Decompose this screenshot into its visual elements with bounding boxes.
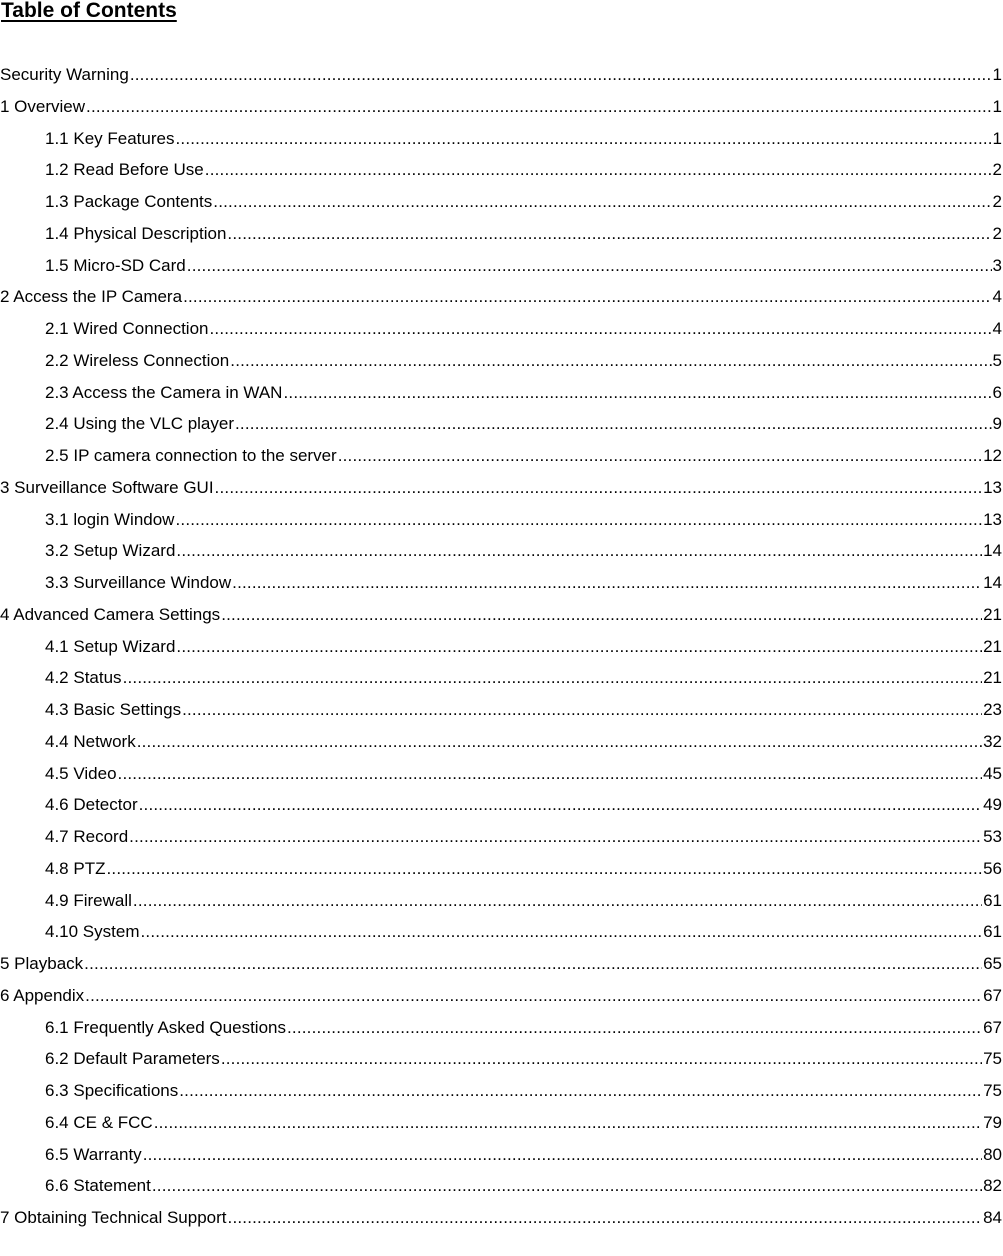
- toc-entry-label: 6.1 Frequently Asked Questions: [45, 1017, 286, 1037]
- toc-dot-leader: [175, 504, 982, 536]
- toc-entry-label: 3.2 Setup Wizard: [45, 541, 176, 561]
- toc-entry-page-number: 75: [983, 1049, 1002, 1069]
- toc-entry-page-number: 65: [983, 954, 1002, 973]
- toc-entry-page-number: 13: [983, 509, 1002, 529]
- toc-entry-page-number: 1: [992, 96, 1002, 116]
- toc-entry[interactable]: [0, 567, 1002, 599]
- toc-entry-label: 2.2 Wireless Connection: [45, 350, 230, 370]
- toc-entry-label: 1.3 Package Contents: [45, 192, 213, 211]
- toc-entry[interactable]: [0, 218, 1002, 250]
- toc-entry-page-number: 23: [983, 700, 1002, 719]
- toc-dot-leader: [86, 91, 992, 123]
- toc-entry[interactable]: [0, 154, 1002, 186]
- toc-entry[interactable]: [0, 694, 1002, 726]
- toc-dot-leader: [283, 377, 991, 409]
- toc-entry-page-number: 1: [992, 65, 1002, 84]
- toc-dot-leader: [175, 123, 991, 155]
- toc-dot-leader: [215, 472, 983, 504]
- toc-entry-page-number: 21: [983, 668, 1002, 688]
- toc-entry-label: 6.4 CE & FCC: [45, 1112, 153, 1132]
- toc-entry-page-number: 53: [983, 827, 1002, 846]
- toc-dot-leader: [182, 694, 982, 726]
- toc-entry-label: 4.3 Basic Settings: [45, 700, 182, 719]
- toc-entry-page-number: 5: [992, 350, 1002, 370]
- toc-entry[interactable]: [0, 980, 1002, 1012]
- toc-entry[interactable]: [0, 1202, 1002, 1234]
- toc-entry-page-number: 13: [983, 477, 1002, 497]
- toc-entry-page-number: 80: [983, 1144, 1002, 1164]
- toc-entry-label: 4.7 Record: [45, 827, 129, 846]
- toc-dot-leader: [129, 821, 982, 853]
- toc-dot-leader: [139, 789, 982, 821]
- toc-dot-leader: [232, 567, 982, 599]
- toc-entry-label: 6 Appendix: [0, 985, 85, 1005]
- toc-entry-page-number: 79: [983, 1112, 1002, 1132]
- toc-entry-page-number: 3: [992, 255, 1002, 275]
- toc-dot-leader: [183, 281, 991, 313]
- toc-entry-label: 2.4 Using the VLC player: [45, 414, 234, 434]
- toc-entry[interactable]: [0, 599, 1002, 631]
- toc-dot-leader: [152, 1170, 982, 1202]
- toc-title: Table of Contents: [1, 0, 177, 22]
- toc-dot-leader: [176, 535, 982, 567]
- toc-dot-leader: [227, 218, 991, 250]
- toc-entry-label: 4 Advanced Camera Settings: [0, 604, 221, 624]
- toc-entry[interactable]: [0, 186, 1002, 218]
- toc-entry[interactable]: [0, 1043, 1002, 1075]
- toc-entry-label: 6.2 Default Parameters: [45, 1049, 220, 1069]
- toc-entry-label: 6.6 Statement: [45, 1176, 151, 1196]
- toc-dot-leader: [221, 599, 982, 631]
- toc-entry-page-number: 4: [992, 319, 1002, 338]
- toc-entry-page-number: 12: [983, 446, 1002, 465]
- toc-entry-page-number: 61: [983, 922, 1002, 942]
- toc-entry-label: 6.3 Specifications: [45, 1081, 179, 1100]
- toc-entry-page-number: 32: [983, 731, 1002, 751]
- toc-entry[interactable]: [0, 504, 1002, 536]
- toc-entry[interactable]: [0, 726, 1002, 758]
- toc-entry-label: 1.1 Key Features: [45, 128, 175, 148]
- toc-entry-page-number: 2: [992, 160, 1002, 180]
- toc-entry-page-number: 21: [983, 604, 1002, 624]
- toc-entry-label: 3 Surveillance Software GUI: [0, 477, 214, 497]
- toc-dot-leader: [287, 1012, 982, 1044]
- toc-dot-leader: [143, 1139, 982, 1171]
- toc-entry-page-number: 1: [992, 128, 1002, 148]
- toc-entry[interactable]: [0, 631, 1002, 663]
- toc-entry[interactable]: [0, 1170, 1002, 1202]
- toc-entry[interactable]: [0, 1107, 1002, 1139]
- toc-dot-leader: [228, 1202, 983, 1234]
- toc-entry-label: 1.4 Physical Description: [45, 223, 227, 243]
- toc-dot-leader: [118, 758, 983, 790]
- toc-dot-leader: [154, 1107, 982, 1139]
- toc-entry-label: 4.4 Network: [45, 731, 136, 751]
- toc-entry[interactable]: [0, 440, 1002, 472]
- toc-entry-page-number: 49: [983, 795, 1002, 815]
- toc-dot-leader: [130, 59, 992, 91]
- toc-entry-label: 4.8 PTZ: [45, 858, 106, 878]
- toc-dot-leader: [221, 1043, 982, 1075]
- toc-entry-label: 2.5 IP camera connection to the server: [45, 446, 337, 465]
- toc-entry[interactable]: [0, 535, 1002, 567]
- toc-dot-leader: [84, 948, 982, 980]
- toc-entry-page-number: 14: [983, 541, 1002, 561]
- toc-entry-page-number: 45: [983, 763, 1002, 783]
- toc-entry-page-number: 4: [992, 287, 1002, 307]
- toc-entry[interactable]: [0, 1012, 1002, 1044]
- toc-entry[interactable]: [0, 91, 1002, 123]
- toc-entry[interactable]: [0, 313, 1002, 345]
- toc-entry[interactable]: [0, 123, 1002, 155]
- toc-dot-leader: [338, 440, 982, 472]
- toc-dot-leader: [179, 1075, 982, 1107]
- toc-entry-label: 1.2 Read Before Use: [45, 160, 204, 180]
- toc-entry-label: 1 Overview: [0, 96, 86, 116]
- toc-dot-leader: [106, 853, 982, 885]
- toc-entry-page-number: 67: [983, 1017, 1002, 1037]
- toc-dot-leader: [123, 662, 983, 694]
- toc-entry[interactable]: [0, 1075, 1002, 1107]
- toc-entry[interactable]: [0, 472, 1002, 504]
- toc-entry-page-number: 14: [983, 573, 1002, 592]
- toc-dot-leader: [235, 408, 992, 440]
- toc-entry[interactable]: [0, 885, 1002, 917]
- toc-entry[interactable]: [0, 1139, 1002, 1171]
- toc-entry-label: 2.3 Access the Camera in WAN: [45, 382, 283, 402]
- toc-entry-label: 2.1 Wired Connection: [45, 319, 209, 338]
- toc-entry-label: 7 Obtaining Technical Support: [0, 1208, 227, 1227]
- toc-entry[interactable]: [0, 789, 1002, 821]
- toc-entry-label: 2 Access the IP Camera: [0, 287, 183, 307]
- toc-entry[interactable]: [0, 758, 1002, 790]
- toc-dot-leader: [230, 345, 991, 377]
- toc-entry[interactable]: [0, 250, 1002, 282]
- toc-entry-page-number: 84: [983, 1208, 1002, 1227]
- toc-entry[interactable]: [0, 948, 1002, 980]
- toc-entry[interactable]: [0, 345, 1002, 377]
- toc-entry-page-number: 2: [992, 223, 1002, 243]
- toc-entry-label: 4.2 Status: [45, 668, 122, 688]
- toc-entry-page-number: 6: [992, 382, 1002, 402]
- toc-entry-label: Security Warning: [0, 65, 129, 84]
- toc-entry-label: 3.3 Surveillance Window: [45, 573, 232, 592]
- toc-entry[interactable]: [0, 281, 1002, 313]
- toc-dot-leader: [133, 885, 982, 917]
- toc-entry-page-number: 82: [983, 1176, 1002, 1196]
- toc-entry[interactable]: [0, 662, 1002, 694]
- toc-entry[interactable]: [0, 408, 1002, 440]
- toc-dot-leader: [176, 631, 982, 663]
- toc-dot-leader: [85, 980, 982, 1012]
- toc-entry-page-number: 75: [983, 1081, 1002, 1100]
- toc-entry-label: 4.10 System: [45, 922, 140, 942]
- toc-dot-leader: [187, 250, 992, 282]
- toc-entry-page-number: 56: [983, 858, 1002, 878]
- toc-entry-label: 1.5 Micro-SD Card: [45, 255, 186, 275]
- toc-entry-page-number: 21: [983, 636, 1002, 656]
- toc-entry-label: 4.6 Detector: [45, 795, 138, 815]
- toc-entry-label: 6.5 Warranty: [45, 1144, 142, 1164]
- toc-entry-label: 5 Playback: [0, 954, 84, 973]
- toc-dot-leader: [137, 726, 982, 758]
- toc-entry-label: 4.9 Firewall: [45, 890, 132, 910]
- toc-list: [0, 59, 1002, 1234]
- toc-entry[interactable]: [0, 821, 1002, 853]
- toc-entry[interactable]: [0, 853, 1002, 885]
- toc-entry-page-number: 61: [983, 890, 1002, 910]
- toc-dot-leader: [213, 186, 991, 218]
- toc-entry-label: 3.1 login Window: [45, 509, 175, 529]
- toc-dot-leader: [205, 154, 992, 186]
- toc-entry-label: 4.5 Video: [45, 763, 117, 783]
- toc-entry[interactable]: [0, 377, 1002, 409]
- toc-entry-page-number: 2: [992, 192, 1002, 211]
- toc-entry-label: 4.1 Setup Wizard: [45, 636, 176, 656]
- toc-dot-leader: [141, 916, 983, 948]
- toc-dot-leader: [209, 313, 991, 345]
- toc-entry-page-number: 67: [983, 985, 1002, 1005]
- toc-entry[interactable]: [0, 59, 1002, 91]
- toc-entry[interactable]: [0, 916, 1002, 948]
- toc-entry-page-number: 9: [992, 414, 1002, 434]
